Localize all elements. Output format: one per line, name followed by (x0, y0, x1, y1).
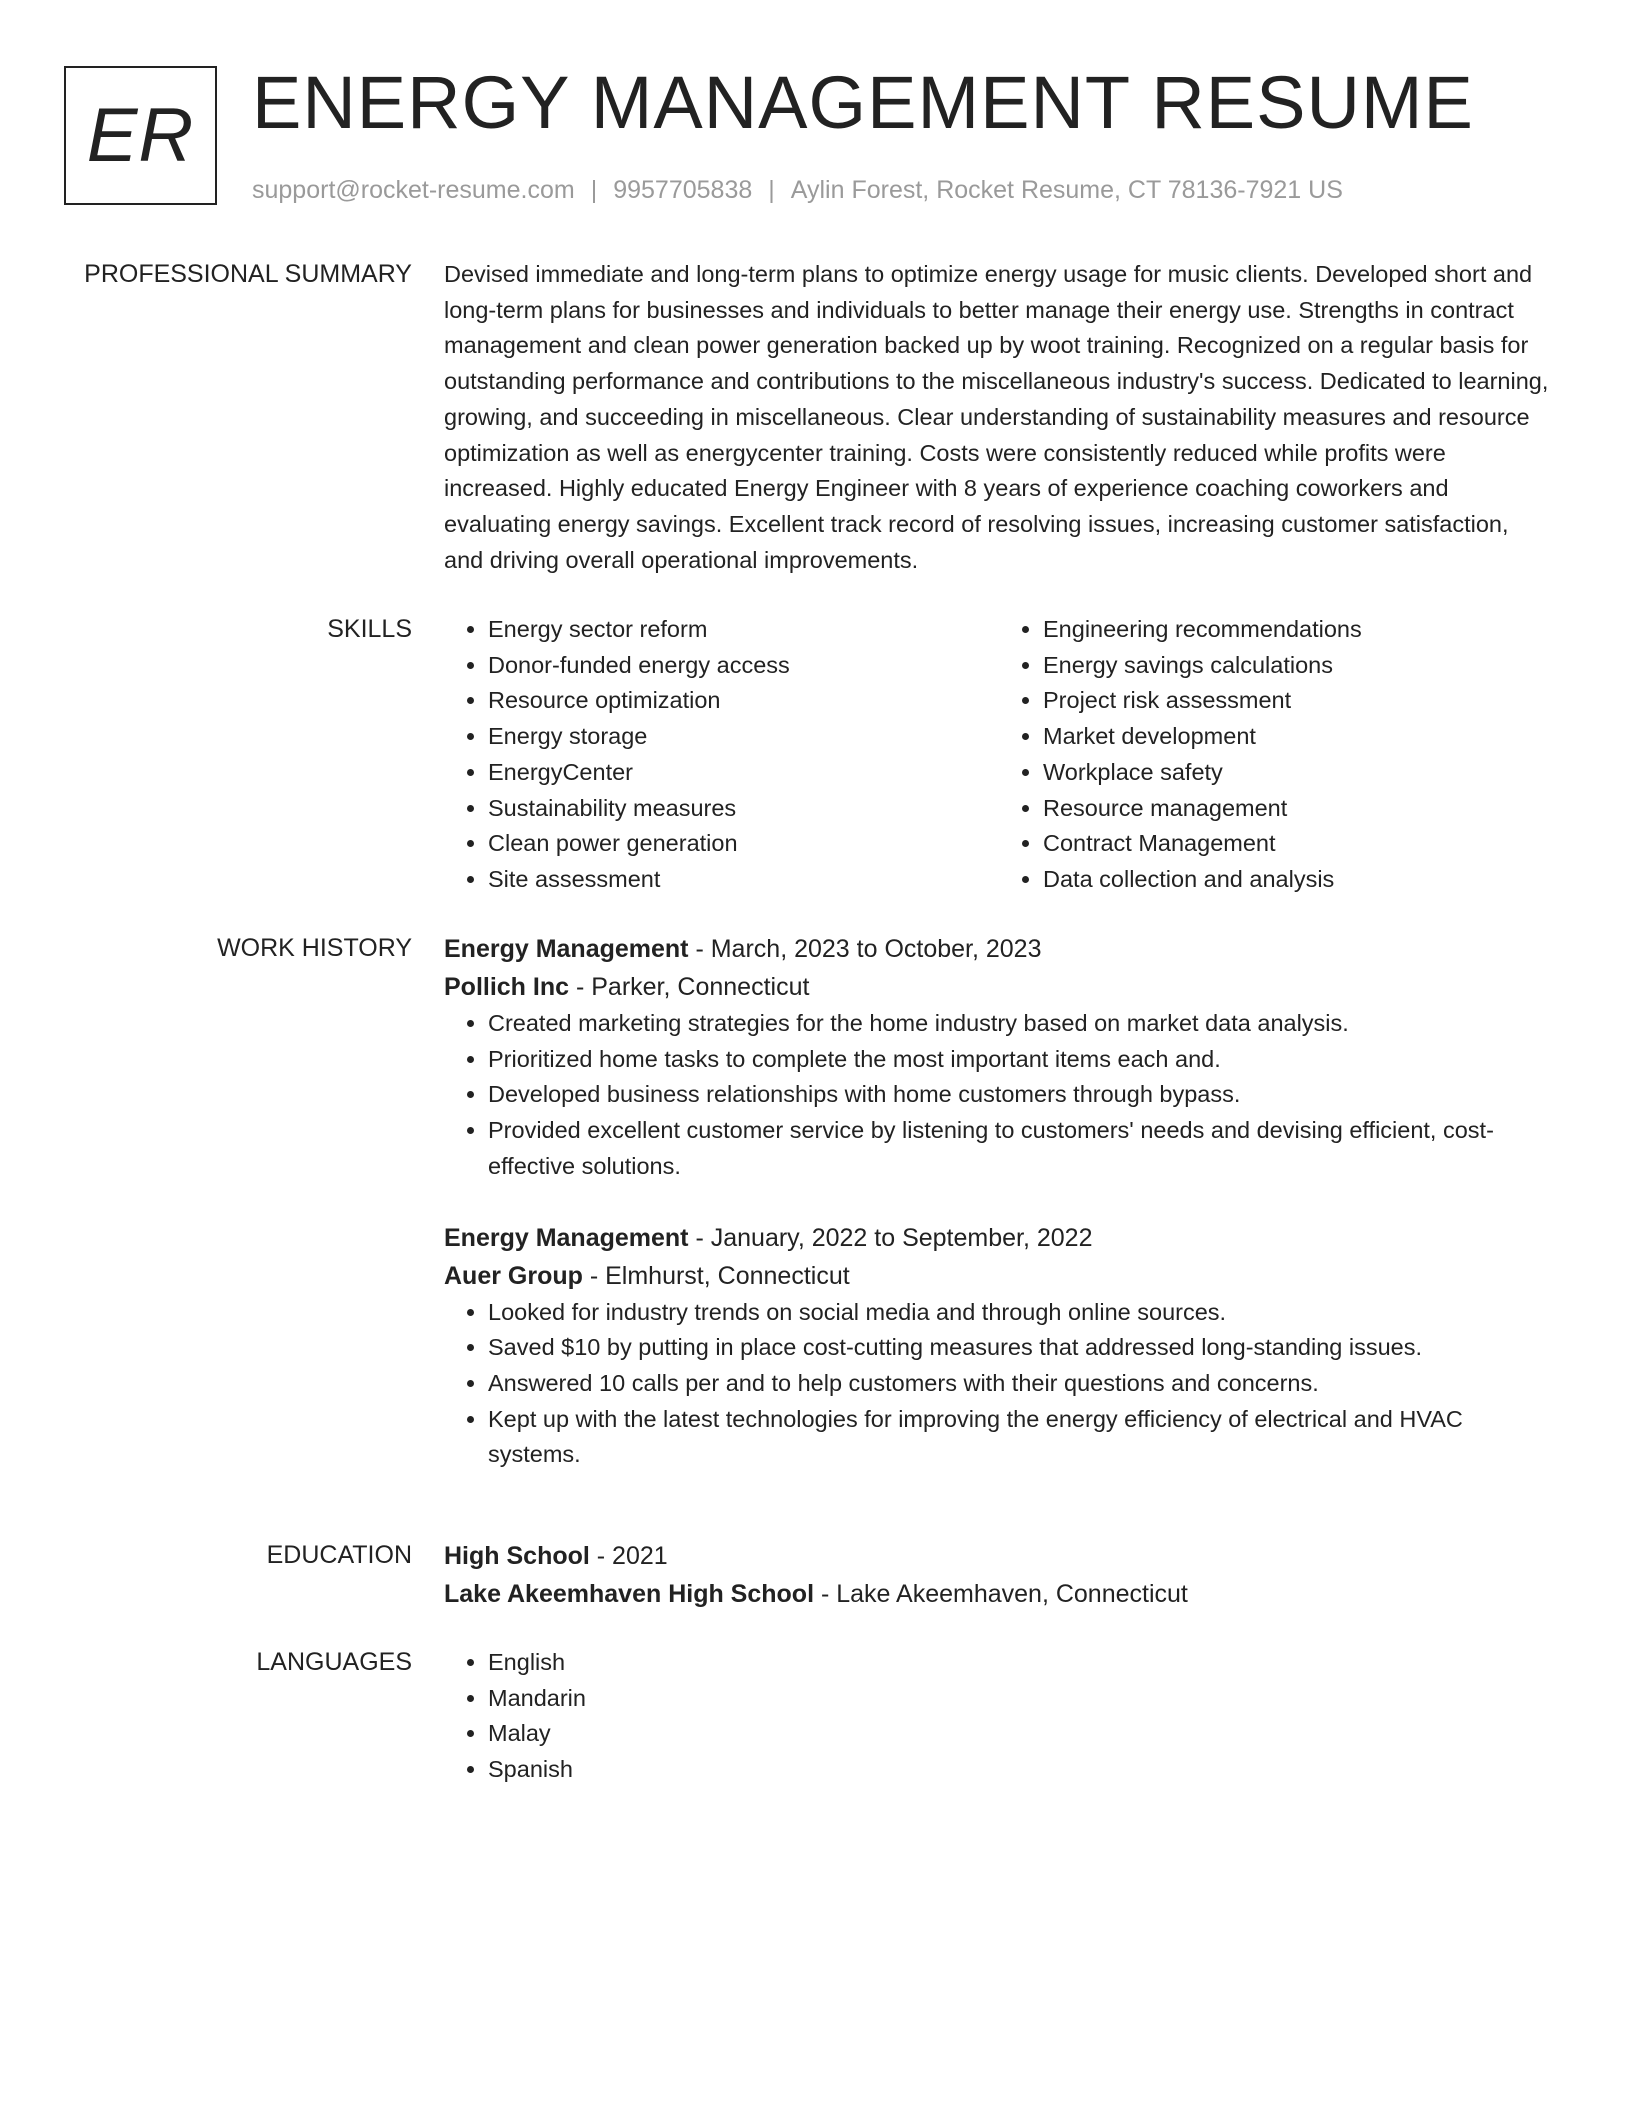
job-dates: - March, 2023 to October, 2023 (688, 935, 1042, 963)
language-item: • Malay (488, 1716, 1554, 1752)
education-heading: EDUCATION (266, 1541, 412, 1569)
resume-title: ENERGY MANAGEMENT RESUME (252, 61, 1474, 144)
education-body (444, 1537, 1554, 1613)
skill-item: • Energy storage (488, 719, 999, 755)
languages-list (444, 1645, 1554, 1788)
skills-heading: SKILLS (327, 615, 412, 643)
education-location: - Lake Akeemhaven, Connecticut (814, 1580, 1188, 1608)
education-school: Lake Akeemhaven High School (444, 1580, 815, 1608)
education-school-line (444, 1575, 1554, 1613)
job-entry (444, 1219, 1554, 1474)
skill-item: • Resource optimization (488, 683, 999, 719)
job-bullet: • Developed business relationships with home customers through bypass. (488, 1077, 1554, 1113)
summary-heading: PROFESSIONAL SUMMARY (84, 260, 412, 288)
skill-item: • Engineering recommendations (1043, 612, 1554, 648)
job-company-line (444, 1257, 1554, 1295)
skill-item: • Energy savings calculations (1043, 648, 1554, 684)
language-item: • Mandarin (488, 1681, 1554, 1717)
contact-email: support@rocket-resume.com (252, 176, 575, 204)
job-bullet: • Saved $10 by putting in place cost-cutting measures that addressed long-standing issues. (488, 1330, 1554, 1366)
languages-heading: LANGUAGES (256, 1648, 412, 1676)
language-item: • Spanish (488, 1752, 1554, 1788)
job-title: Energy Management (444, 935, 689, 963)
job-company-line (444, 968, 1554, 1006)
skill-item: • Market development (1043, 719, 1554, 755)
job-bullet: • Answered 10 calls per and to help customers with their questions and concerns. (488, 1366, 1554, 1402)
skill-item: • Sustainability measures (488, 791, 999, 827)
education-year: - 2021 (589, 1542, 668, 1570)
contact-separator: | (590, 176, 598, 204)
education-degree: High School (444, 1542, 590, 1570)
job-title-line (444, 930, 1554, 968)
skill-item: • Donor-funded energy access (488, 648, 999, 684)
contact-address: Aylin Forest, Rocket Resume, CT 78136-7921 US (790, 176, 1343, 204)
job-location: - Elmhurst, Connecticut (582, 1261, 850, 1290)
skill-item: • Contract Management (1043, 826, 1554, 862)
skill-item: • Project risk assessment (1043, 683, 1554, 719)
skill-item: • Energy sector reform (488, 612, 999, 648)
summary-body (444, 257, 1554, 578)
job-bullet: • Kept up with the latest technologies for improving the energy efficiency of electrical and HVAC systems. (488, 1402, 1554, 1473)
skill-item: • Site assessment (488, 862, 999, 898)
job-location: - Parker, Connecticut (569, 973, 810, 1001)
languages-body (444, 1645, 1554, 1788)
job-bullet: • Provided excellent customer service by listening to customers' needs and devising efficient, cost-effective solutions. (488, 1113, 1554, 1184)
job-bullet: • Looked for industry trends on social media and through online sources. (488, 1295, 1554, 1331)
job-entry (444, 930, 1554, 1185)
job-bullet-list (444, 1295, 1554, 1474)
work-history-heading: WORK HISTORY (217, 934, 412, 962)
skill-item: • Workplace safety (1043, 755, 1554, 791)
skill-item: • Resource management (1043, 791, 1554, 827)
education-degree-line (444, 1537, 1554, 1575)
skill-item: • Data collection and analysis (1043, 862, 1554, 898)
skill-item: • Clean power generation (488, 826, 999, 862)
job-company: Auer Group (444, 1261, 583, 1290)
skills-list-left (444, 612, 999, 898)
summary-text: Devised immediate and long-term plans to optimize energy usage for music clients. Developed short and long-term plans for businesses and individuals to better manage their energy use. Strengths in contract management and clean power generation backed up by woot training. Recognized on a regular basis for outstanding performance and contributions to the miscellaneous industry's success. Dedicated to learning, growing, and succeeding in miscellaneous. Clear understanding of sustainability measures and resource optimization as well as energycenter training. Costs were consistently reduced while profits were increased. Highly educated Energy Engineer with 8 years of experience coaching coworkers and evaluating energy savings. Excellent track record of resolving issues, increasing customer satisfaction, and driving overall operational improvements. (444, 261, 1549, 573)
job-bullet: • Prioritized home tasks to complete the most important items each and. (488, 1042, 1554, 1078)
contact-phone: 9957705838 (613, 176, 753, 204)
skills-list-right (999, 612, 1554, 898)
job-dates: - January, 2022 to September, 2022 (688, 1223, 1093, 1252)
contact-separator: | (768, 176, 775, 204)
skills-body (444, 612, 1554, 898)
work-history-body (444, 930, 1554, 1473)
language-item: • English (488, 1645, 1554, 1681)
job-bullet: • Created marketing strategies for the home industry based on market data analysis. (488, 1006, 1554, 1042)
monogram-logo: ER (64, 66, 217, 205)
contact-line (252, 174, 1343, 206)
job-title-line (444, 1219, 1554, 1257)
job-company: Pollich Inc (444, 973, 570, 1001)
job-title: Energy Management (444, 1223, 689, 1252)
job-bullet-list (444, 1006, 1554, 1185)
skill-item: • EnergyCenter (488, 755, 999, 791)
